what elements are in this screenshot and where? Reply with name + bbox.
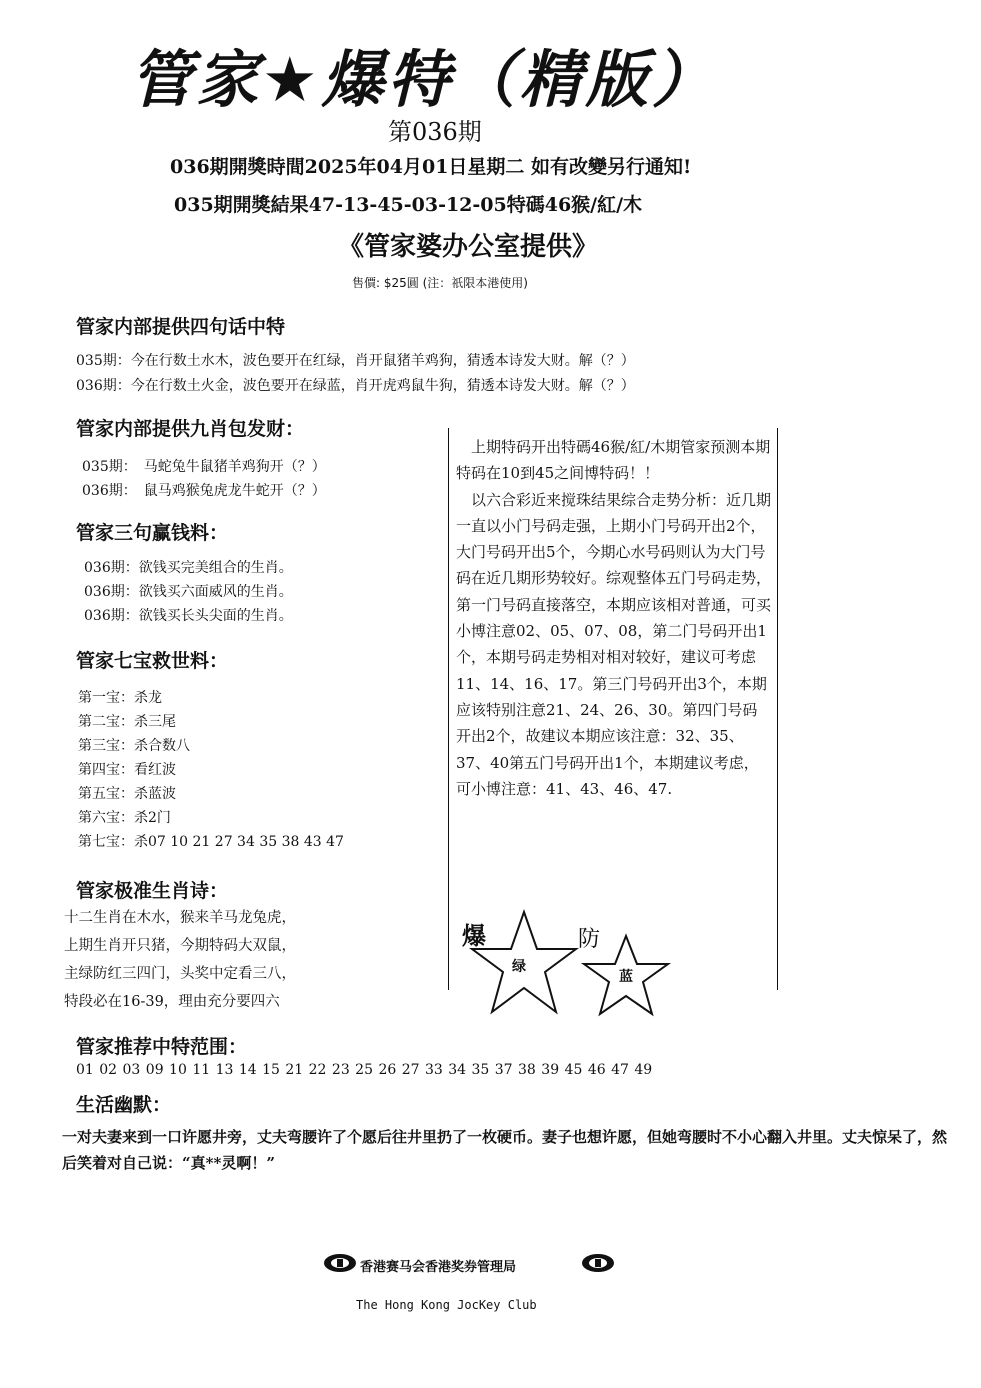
sec3-line-1: 036期：欲钱买完美组合的生肖。 (84, 560, 293, 576)
draw-time: 036期開獎時間2025年04月01日星期二 如有改變另行通知! (170, 156, 692, 178)
provider: 《管家婆办公室提供》 (338, 232, 599, 262)
sec3-list (84, 556, 293, 628)
sec4-line-1: 第一宝：杀龙 (78, 690, 162, 706)
joke-text: 一对夫妻来到一口许愿井旁，丈夫弯腰许了个愿后往井里扔了一枚硬币。妻子也想许愿，但她弯腰时不小心翻入井里。丈夫惊呆了，然后笑着对自己说：“真**灵啊！” (62, 1128, 948, 1172)
footer-org-en: The Hong Kong JocKey Club (356, 1298, 537, 1312)
sec4-line-3: 第三宝：杀合数八 (78, 738, 190, 754)
star-bao-color: 绿 (512, 959, 526, 975)
sec3-line-2: 036期：欲钱买六面威风的生肖。 (84, 584, 293, 600)
star-fang-color: 蓝 (619, 969, 633, 985)
star-bao-label: 爆 (462, 921, 486, 950)
price: 售價: $25圓 (注：祇限本港使用) (352, 276, 528, 290)
poem-line-2: 上期生肖开只猪，今期特码大双鼠， (64, 938, 296, 954)
sec7-heading: 生活幽默： (76, 1094, 172, 1116)
sec4-line-6: 第六宝：杀2门 (78, 810, 171, 826)
sec4-line-7: 第七宝：杀07 10 21 27 34 35 38 43 47 (78, 834, 344, 850)
sec4-heading: 管家七宝救世料： (76, 650, 229, 672)
sec4-list (78, 686, 344, 854)
sec2-line-2: 036期： 鼠马鸡猴兔虎龙牛蛇开（？） (82, 483, 326, 499)
sec1-heading: 管家内部提供四句话中特 (76, 316, 286, 338)
hkjc-logo-left-icon (322, 1252, 358, 1274)
sec6-heading: 管家推荐中特范围： (76, 1036, 248, 1058)
issue-number: 第036期 (388, 118, 482, 146)
analysis-p1: 上期特码开出特碼46猴/紅/木期管家预测本期特码在10到45之间博特码！！ (456, 438, 771, 483)
star-fang-label: 防 (578, 927, 601, 952)
poem-line-3: 主绿防红三四门，头奖中定看三八， (64, 966, 296, 982)
sec4-line-5: 第五宝：杀蓝波 (78, 786, 176, 802)
analysis-text (456, 434, 772, 802)
poem-line-4: 特段必在16-39，理由充分要四六 (64, 994, 280, 1010)
page-title: 管家★爆特（精版） (130, 43, 718, 116)
sec2-heading: 管家内部提供九肖包发财： (76, 418, 305, 440)
sec2-line-1: 035期： 马蛇兔牛鼠猪羊鸡狗开（？） (82, 459, 326, 475)
analysis-p2: 以六合彩近来搅珠结果综合走势分析：近几期一直以小门号码走强，上期小门号码开出2个，大门号码开出5个，今期心水号码则认为大门号码在近几期形势较好。综观整体五门号码走势，第一门号码直接落空，本期应该相对普通，可买小博注意02、05、07、08，第二门号码开出1个，本期号码走势相对相对较好，建议可考虑11、14、16、17。第三门号码开出3个，本期应该特别注意21、24、26、30。第四门号码开出2个，故建议本期应该注意：32、35、37、40第五门号码开出1个，本期建议考虑，可小博注意：41、43、46、47. (456, 490, 772, 798)
sec1-line-2: 036期：今在行数土火金，波色要开在绿蓝，肖开虎鸡鼠牛狗，猜透本诗发大财。解（？） (76, 378, 635, 394)
range-numbers: 01 02 03 09 10 11 13 14 15 21 22 23 25 26 27 33 34 35 37 38 39 45 46 47 49 (76, 1062, 653, 1078)
stars-graphic (456, 908, 676, 1020)
poem (64, 904, 296, 1016)
sec4-line-2: 第二宝：杀三尾 (78, 714, 176, 730)
sec4-line-4: 第四宝：看红波 (78, 762, 176, 778)
last-result: 035期開獎結果47-13-45-03-12-05特碼46猴/紅/木 (174, 194, 643, 216)
hkjc-logo-right-icon (580, 1252, 616, 1274)
sec3-line-3: 036期：欲钱买长头尖面的生肖。 (84, 608, 293, 624)
sec3-heading: 管家三句赢钱料： (76, 522, 229, 544)
sec1-line-1: 035期：今在行数土水木，波色要开在红绿，肖开鼠猪羊鸡狗，猜透本诗发大财。解（？） (76, 353, 635, 369)
poem-line-1: 十二生肖在木水，猴来羊马龙兔虎， (64, 910, 296, 926)
sec5-heading: 管家极准生肖诗： (76, 880, 229, 902)
footer-org-cn: 香港赛马会香港奖券管理局 (360, 1260, 517, 1275)
